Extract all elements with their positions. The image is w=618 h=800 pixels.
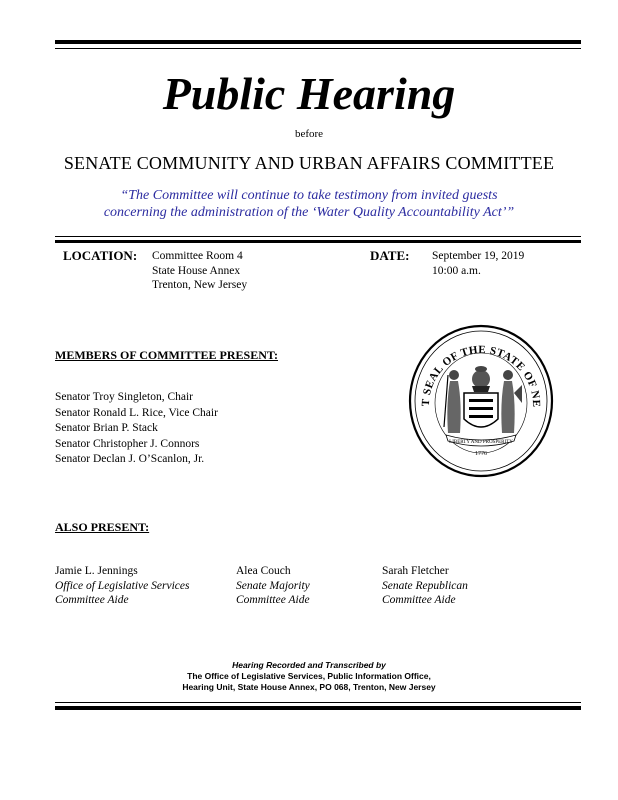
staff-member-2	[236, 564, 310, 608]
location-line-1: Committee Room 4	[152, 250, 243, 262]
staff-role: Committee Aide	[236, 594, 310, 606]
date-line-2: 10:00 a.m.	[432, 264, 481, 277]
footer-line-3: Hearing Unit, State House Annex, PO 068, Trenton, New Jersey	[182, 682, 436, 692]
middle-rule-thin	[55, 236, 581, 237]
svg-text:1776: 1776	[475, 451, 487, 457]
page-title: Public Hearing	[162, 68, 456, 119]
member-item: Senator Troy Singleton, Chair	[55, 391, 194, 403]
committee-name: SENATE COMMUNITY AND URBAN AFFAIRS COMMITTEE	[63, 153, 555, 173]
staff-org: Senate Republican	[382, 579, 468, 592]
svg-text:LIBERTY AND PROSPERITY: LIBERTY AND PROSPERITY	[449, 440, 513, 445]
location-line-2: State House Annex	[152, 264, 241, 277]
member-item: Senator Christopher J. Connors	[55, 437, 200, 450]
footer-line-1: Hearing Recorded and Transcribed by	[232, 660, 386, 670]
top-rule-thin	[55, 48, 581, 49]
staff-name: Sarah Fletcher	[382, 565, 449, 577]
member-item: Senator Ronald L. Rice, Vice Chair	[55, 406, 218, 419]
hearing-subject	[0, 187, 618, 221]
staff-member-3	[382, 564, 468, 608]
member-item: Senator Declan J. O’Scanlon, Jr.	[55, 453, 205, 465]
staff-name: Jamie L. Jennings	[55, 565, 138, 577]
location-value	[152, 249, 247, 293]
middle-rule-thick	[55, 240, 581, 243]
staff-role: Committee Aide	[55, 594, 129, 606]
bottom-rule-thick	[55, 706, 581, 710]
staff-org: Senate Majority	[236, 579, 310, 592]
svg-text:THE GREAT SEAL OF THE STATE OF: T SEAL OF THE STATE OF NE	[419, 343, 543, 408]
state-seal-image	[408, 323, 554, 479]
bottom-rule-thin	[55, 702, 581, 703]
staff-role: Committee Aide	[382, 594, 456, 606]
date-line-1: September 19, 2019	[432, 250, 525, 262]
staff-org: Office of Legislative Services	[55, 579, 190, 592]
top-rule-thick	[55, 40, 581, 44]
members-list	[55, 390, 218, 468]
before-text: before	[294, 128, 324, 140]
date-value	[432, 249, 524, 278]
also-present-heading: ALSO PRESENT:	[55, 520, 150, 534]
location-label: LOCATION:	[63, 248, 138, 263]
members-heading: MEMBERS OF COMMITTEE PRESENT:	[55, 348, 279, 362]
subject-line-2: concerning the administration of the ‘Water Quality Accountability Act’”	[103, 205, 515, 220]
footer-line-2: The Office of Legislative Services, Public Information Office,	[187, 671, 431, 681]
location-line-3: Trenton, New Jersey	[152, 279, 248, 291]
transcription-credit	[0, 660, 618, 693]
staff-member-1	[55, 564, 189, 608]
member-item: Senator Brian P. Stack	[55, 422, 158, 434]
date-label: DATE:	[370, 248, 410, 263]
subject-line-1: “The Committee will continue to take testimony from invited guests	[120, 188, 498, 203]
staff-name: Alea Couch	[236, 565, 291, 577]
